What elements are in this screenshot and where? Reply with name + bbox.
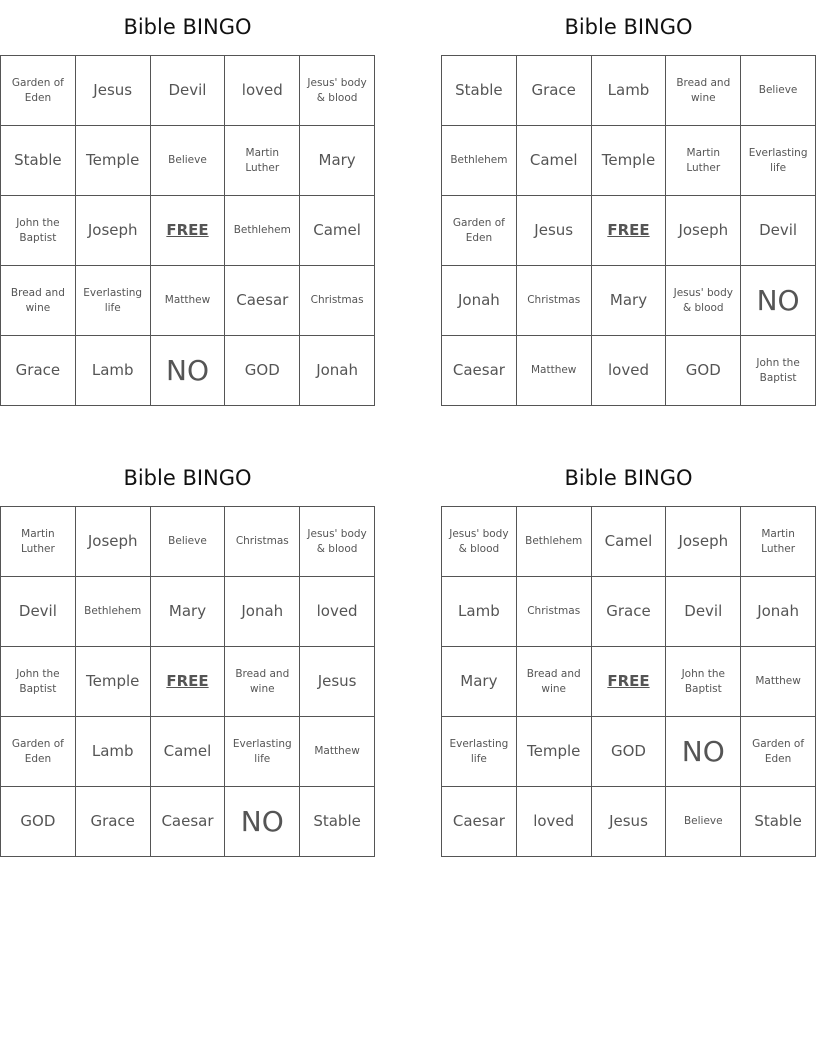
bingo-cell: Stable <box>741 787 816 857</box>
bingo-cell: Caesar <box>225 266 300 336</box>
bingo-cell: Martin Luther <box>225 126 300 196</box>
bingo-cell: Everlasting life <box>741 126 816 196</box>
bingo-cell: Devil <box>150 56 225 126</box>
bingo-cell: Camel <box>300 196 375 266</box>
bingo-row <box>1 647 375 717</box>
bingo-cell: Camel <box>591 507 666 577</box>
bingo-cell: Devil <box>666 577 741 647</box>
bingo-cell: Christmas <box>516 577 591 647</box>
bingo-row <box>442 266 816 336</box>
bingo-row <box>442 56 816 126</box>
bingo-cell: Jesus' body & blood <box>300 507 375 577</box>
bingo-cell: Jonah <box>300 336 375 406</box>
bingo-cell: Jonah <box>225 577 300 647</box>
bingo-row <box>442 787 816 857</box>
bingo-cell: GOD <box>666 336 741 406</box>
bingo-cell: John the Baptist <box>1 196 76 266</box>
bingo-cell: Garden of Eden <box>741 717 816 787</box>
bingo-cell: Caesar <box>442 336 517 406</box>
bingo-cell: loved <box>300 577 375 647</box>
bingo-cell: Camel <box>150 717 225 787</box>
bingo-cell: Lamb <box>591 56 666 126</box>
bingo-grid <box>441 55 816 406</box>
bingo-row <box>1 56 375 126</box>
bingo-cell: Camel <box>516 126 591 196</box>
bingo-cell: Grace <box>75 787 150 857</box>
bingo-cell: Temple <box>591 126 666 196</box>
bingo-row <box>442 577 816 647</box>
bingo-cell: Devil <box>741 196 816 266</box>
bingo-grid <box>0 506 375 857</box>
bingo-card-3 <box>0 451 375 857</box>
bingo-cell: Lamb <box>442 577 517 647</box>
bingo-cell: Matthew <box>516 336 591 406</box>
bingo-cell: Mary <box>442 647 517 717</box>
bingo-cell: Bethlehem <box>442 126 517 196</box>
bingo-cell: Jonah <box>741 577 816 647</box>
bingo-cell: Martin Luther <box>1 507 76 577</box>
bingo-cell: Garden of Eden <box>1 717 76 787</box>
bingo-cell: Grace <box>516 56 591 126</box>
bingo-row <box>1 266 375 336</box>
bingo-grid <box>441 506 816 857</box>
bingo-cell: Matthew <box>150 266 225 336</box>
bingo-cell: Matthew <box>300 717 375 787</box>
bingo-cell: Temple <box>75 647 150 717</box>
bingo-cell: Joseph <box>666 196 741 266</box>
bingo-cell: Jesus' body & blood <box>666 266 741 336</box>
bingo-row <box>442 647 816 717</box>
bingo-cell: Bread and wine <box>1 266 76 336</box>
bingo-cell: Garden of Eden <box>1 56 76 126</box>
bingo-cell: Bread and wine <box>225 647 300 717</box>
bingo-grid <box>0 55 375 406</box>
bingo-cell: GOD <box>225 336 300 406</box>
bingo-cell: Bethlehem <box>75 577 150 647</box>
bingo-cell: Martin Luther <box>741 507 816 577</box>
bingo-row <box>1 336 375 406</box>
bingo-cell: Temple <box>516 717 591 787</box>
bingo-cell: Jesus <box>591 787 666 857</box>
bingo-cell: loved <box>225 56 300 126</box>
bingo-cell: Jonah <box>442 266 517 336</box>
bingo-cell: Believe <box>741 56 816 126</box>
bingo-cell: GOD <box>1 787 76 857</box>
bingo-row <box>1 196 375 266</box>
bingo-cell: Devil <box>1 577 76 647</box>
bingo-cell: Grace <box>591 577 666 647</box>
bingo-cell: Christmas <box>225 507 300 577</box>
bingo-cell: John the Baptist <box>666 647 741 717</box>
bingo-row <box>1 126 375 196</box>
bingo-cell: Stable <box>300 787 375 857</box>
bingo-cell: Lamb <box>75 336 150 406</box>
bingo-cell: Bethlehem <box>516 507 591 577</box>
bingo-cell: Mary <box>150 577 225 647</box>
bingo-cell: NO <box>225 787 300 857</box>
bingo-cell: Bethlehem <box>225 196 300 266</box>
bingo-cell: Jesus' body & blood <box>300 56 375 126</box>
bingo-cell: Jesus <box>75 56 150 126</box>
bingo-cell: Jesus <box>516 196 591 266</box>
bingo-cell: Grace <box>1 336 76 406</box>
bingo-cell: Stable <box>442 56 517 126</box>
bingo-cell: John the Baptist <box>1 647 76 717</box>
card-title: Bible BINGO <box>564 466 693 490</box>
free-space-cell: FREE <box>150 196 225 266</box>
bingo-row <box>442 717 816 787</box>
bingo-cell: John the Baptist <box>741 336 816 406</box>
bingo-cell: Joseph <box>666 507 741 577</box>
bingo-card-2 <box>441 0 816 406</box>
bingo-cell: NO <box>150 336 225 406</box>
bingo-cell: Everlasting life <box>225 717 300 787</box>
free-space-cell: FREE <box>591 647 666 717</box>
bingo-cell: Everlasting life <box>75 266 150 336</box>
bingo-cell: Christmas <box>516 266 591 336</box>
bingo-row <box>1 787 375 857</box>
bingo-cell: Mary <box>591 266 666 336</box>
bingo-cell: Mary <box>300 126 375 196</box>
card-title: Bible BINGO <box>123 15 252 39</box>
bingo-cell: Believe <box>150 507 225 577</box>
bingo-row <box>442 126 816 196</box>
bingo-card-4 <box>441 451 816 857</box>
bingo-cell: Lamb <box>75 717 150 787</box>
bingo-cell: Believe <box>666 787 741 857</box>
bingo-row <box>1 577 375 647</box>
free-space-cell: FREE <box>591 196 666 266</box>
bingo-cell: Joseph <box>75 507 150 577</box>
bingo-cell: Caesar <box>150 787 225 857</box>
bingo-cell: NO <box>666 717 741 787</box>
bingo-cell: GOD <box>591 717 666 787</box>
bingo-row <box>1 507 375 577</box>
bingo-cell: loved <box>516 787 591 857</box>
bingo-cell: Garden of Eden <box>442 196 517 266</box>
bingo-card-1 <box>0 0 375 406</box>
bingo-cell: Bread and wine <box>666 56 741 126</box>
bingo-row <box>1 717 375 787</box>
card-title: Bible BINGO <box>123 466 252 490</box>
bingo-cell: Stable <box>1 126 76 196</box>
bingo-cell: NO <box>741 266 816 336</box>
bingo-cell: Believe <box>150 126 225 196</box>
bingo-cell: Jesus' body & blood <box>442 507 517 577</box>
bingo-cell: Bread and wine <box>516 647 591 717</box>
card-title: Bible BINGO <box>564 15 693 39</box>
bingo-cell: Joseph <box>75 196 150 266</box>
bingo-cell: Caesar <box>442 787 517 857</box>
free-space-cell: FREE <box>150 647 225 717</box>
bingo-cell: Jesus <box>300 647 375 717</box>
bingo-cell: Christmas <box>300 266 375 336</box>
bingo-row <box>442 336 816 406</box>
bingo-cell: loved <box>591 336 666 406</box>
bingo-cell: Matthew <box>741 647 816 717</box>
bingo-row <box>442 507 816 577</box>
bingo-cell: Everlasting life <box>442 717 517 787</box>
bingo-cell: Temple <box>75 126 150 196</box>
bingo-cell: Martin Luther <box>666 126 741 196</box>
bingo-row <box>442 196 816 266</box>
